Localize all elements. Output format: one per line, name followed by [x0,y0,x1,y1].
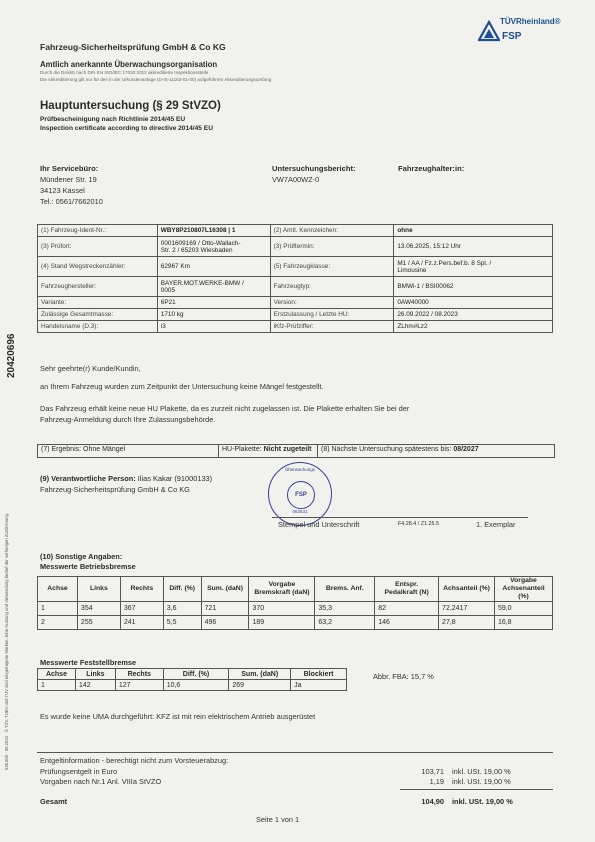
responsible-company: Fahrzeug-Sicherheitsprüfung GmbH & Co KG [40,485,190,494]
location-label: (3) Prüfort: [38,237,158,257]
report-label: Untersuchungsbericht: [272,164,356,173]
greeting: Sehr geehrte(r) Kunde/Kundin, [40,364,141,373]
result-box [37,444,555,458]
total-value: 104,90 [421,797,444,806]
vehicle-data-table [37,224,553,333]
vin-value: WBY8P210807L16308 | 1 [157,225,270,237]
table-row [38,277,553,297]
registration-label: Erstzulassung / Letzte HU: [270,309,394,321]
plate-label: (2) Amtl. Kennzeichen: [270,225,394,237]
version-value: 0AW40000 [394,297,553,309]
tuv-brand-name: TÜVRheinland® [500,17,561,26]
table-row: 1 354 367 3,6 721 370 35,3 82 72,2417 59,0 [38,602,553,616]
mass-label: Zulässige Gesamtmasse: [38,309,158,321]
fees-heading: Entgeltinformation - berechtigt nicht zum Vorsteuerabzug: [40,756,229,765]
type-label: Fahrzeugtyp: [270,277,394,297]
fee-value-1: 103,71 [421,767,444,776]
mass-value: 1710 kg [157,309,270,321]
fee-label-2: Vorgaben nach Nr.1 Anl. VIIIa StVZO [40,777,162,786]
other-info-section: (10) Sonstige Angaben: [40,552,123,561]
office-label: Ihr Servicebüro: [40,164,99,173]
table-header-row: Achse Links Rechts Diff. (%) Sum. (daN) Vorgabe Bremskraft (daN) Brems. Anf. Entspr. Pedalkraft (N) Achsanteil (%) Vorgabe Achsenanteil (%) [38,577,553,602]
parking-brake-title: Messwerte Feststellbremse [40,658,137,667]
table-row: 1 142 127 10,6 269 Ja [38,680,347,691]
form-codes: F4.28.4 / Z1.26.5 [398,521,440,527]
class-label: (5) Fahrzeugklasse: [270,257,394,277]
table-row [38,309,553,321]
page-number: Seite 1 von 1 [256,815,300,824]
table-header-row: Achse Links Rechts Diff. (%) Sum. (daN) Blockiert [38,669,347,680]
variant-label: Variante: [38,297,158,309]
office-city: 34123 Kassel [40,186,85,195]
subtitle-en: Inspection certificate according to directive 2014/45 EU [40,125,213,132]
version-label: Version: [270,297,394,309]
table-row [38,297,553,309]
table-row [38,257,553,277]
check-digit-label: iKfz-Prüfziffer: [270,321,394,333]
vin-label: (1) Fahrzeug-Ident-Nr.: [38,225,158,237]
next-inspection-cell: (8) Nächste Untersuchung spätestens bis: 08/2027 [321,446,479,453]
table-row: 2 255 241 5,5 496 189 63,2 146 27,8 16,8 [38,616,553,630]
tradename-value: i3 [157,321,270,333]
location-value: 0001609169 / Otto-Wallach- Str. 2 / 65203 Wiesbaden [157,237,270,257]
tradename-label: Handelsname (D.3): [38,321,158,333]
variant-value: 6P21 [157,297,270,309]
service-brake-table [37,576,553,630]
inspection-stamp: Überwachungs FSP 062631 [268,462,332,526]
table-row [38,321,553,333]
odometer-value: 62967 Km [157,257,270,277]
no-defects-text: an Ihrem Fahrzeug wurden zum Zeitpunkt der Untersuchung keine Mängel festgestellt. [40,382,324,391]
check-digit-value: ZLhm#Lz2 [394,321,553,333]
total-tax: inkl. USt. 19,00 % [452,797,513,806]
org-title: Amtlich anerkannte Überwachungsorganisation [40,60,218,69]
fee-value-2: 1,19 [429,777,444,786]
service-brake-title: Messwerte Betriebsbremse [40,562,136,571]
class-value: M1 / AA / Fz.z.Pers.bef.b. 8 Spl. / Limousine [394,257,553,277]
manufacturer-label: Fahrzeughersteller: [38,277,158,297]
plaque-text-2: Fahrzeug-Anmeldung durch Ihre Zulassungsbehörde. [40,415,216,424]
office-phone: Tel.: 0561/7662010 [40,197,103,206]
odometer-label: (4) Stand Wegstreckenzähler: [38,257,158,277]
fee-label-1: Prüfungsentgelt in Euro [40,767,118,776]
total-label: Gesamt [40,797,68,806]
date-label: (3) Prüftermin: [270,237,394,257]
report-number: VW7A00WZ-0 [272,175,320,184]
fee-tax-2: inkl. USt. 19,00 % [452,777,511,786]
tuv-brand-fsp: FSP [502,31,522,42]
plate-value: ohne [394,225,553,237]
company-name: Fahrzeug-Sicherheitsprüfung GmbH & Co KG [40,42,226,52]
page-title: Hauptuntersuchung (§ 29 StVZO) [40,100,221,112]
side-legal-note: 539.600 · 09.2024 · © TÜV, TUEV und TUV sind eingetragene Marken. Eine Nutzung und Verwendung bedarf der vorherigen Zustimmung. [4,512,9,770]
plaque-text-1: Das Fahrzeug erhält keine neue HU Plakette, da es zurzeit nicht zugelassen ist. Die Plakette erhalten Sie bei der [40,404,410,413]
accreditation-line-1: Durch die DAkkS nach DIN EN ISO/IEC 17020:2012 akkreditierte Inspektionsstelle [40,70,209,75]
parking-brake-table [37,668,347,691]
table-row [38,237,553,257]
accreditation-line-2: Die Akkreditierung gilt nur für den in der Urkundenanlage (D-IS-11163-01-00) aufgeführten Akkreditierungsumfang [40,77,272,82]
owner-label: Fahrzeughalter:in: [398,164,465,173]
office-street: Mündener Str. 19 [40,175,97,184]
type-value: BMWi-1 / BSI00062 [394,277,553,297]
registration-value: 26.09.2022 / 08.2023 [394,309,553,321]
fba-value: Abbr. FBA: 15,7 % [373,672,434,681]
fee-tax-1: inkl. USt. 19,00 % [452,767,511,776]
uma-note: Es wurde keine UMA durchgeführt: KFZ ist mit rein elektrischem Antrieb ausgerüstet [40,712,316,721]
responsible-person: (9) Verantwortliche Person: Ilias Kakar (91000133) [40,474,213,483]
manufacturer-value: BAYER.MOT.WERKE-BMW / 0005 [157,277,270,297]
tuv-logo [478,14,578,54]
date-value: 13.06.2025, 15:12 Uhr [394,237,553,257]
signature-label: Stempel und Unterschrift [278,520,360,529]
subtitle-de: Prüfbescheinigung nach Richtlinie 2014/45 EU [40,116,186,123]
tuv-triangle-icon [478,20,500,42]
result-cell: (7) Ergebnis: Ohne Mängel [38,445,219,457]
copy-label: 1. Exemplar [476,520,516,529]
document-serial-number: 20420696 [6,333,17,378]
table-row [38,225,553,237]
plaque-cell: HU-Plakette: Nicht zugeteilt [219,445,318,457]
